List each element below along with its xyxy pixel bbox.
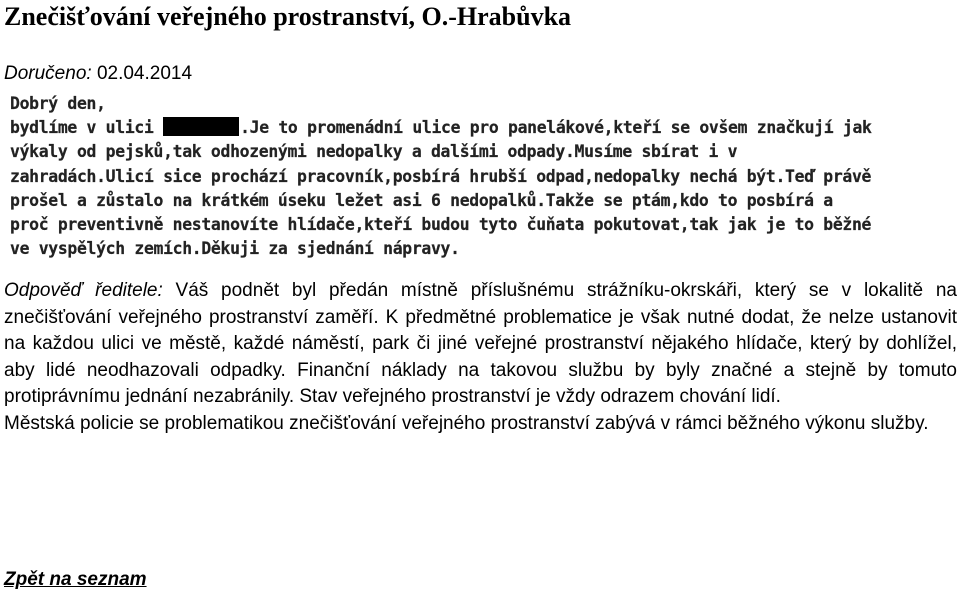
complaint-text: prošel a zůstalo na krátkém úseku ležet asi 6 nedopalků.Takže se ptám,kdo to posbírá a	[10, 190, 833, 210]
page-title: Znečišťování veřejného prostranství, O.-Hrabůvka	[4, 2, 572, 31]
complaint-line	[10, 189, 959, 213]
complaint-text: výkaly od pejsků,tak odhozenými nedopalky a dalšími odpady.Musíme sbírat i v	[10, 142, 738, 162]
answer-text: Váš podnět byl předán místně příslušnému strážníku-okrskáři, který se v lokalitě na znečišťování veřejného prostranství zaměří. K předmětné problematice je však nutné dodat, že nelze ustanovit na každou ulici ve městě, každé náměstí, park či jiné veřejné prostranství nějakého hlídače, který by dohlížel, aby lidé neodhazovali odpadky. Finanční náklady na takovou službu by byly značné a stejně by tomuto protiprávnímu jednání nezabránily. Stav veřejného prostranství je vždy odrazem chování lidí.	[4, 280, 957, 407]
answer-label: Odpověď ředitele:	[4, 280, 163, 301]
received-date-row	[4, 62, 192, 86]
complaint-line	[10, 92, 959, 116]
answer-paragraph	[4, 278, 957, 411]
complaint-line	[10, 213, 959, 237]
complaint-line	[10, 165, 959, 189]
complaint-scan	[10, 92, 959, 261]
complaint-text: .Je to promenádní ulice pro panelákové,kteří se ovšem značkují jak	[240, 118, 872, 138]
received-label: Doručeno:	[4, 63, 92, 84]
received-date: 02.04.2014	[96, 63, 193, 84]
complaint-text: proč preventivně nestanovíte hlídače,kteří budou tyto čuňata pokutovat,tak jak je to běžné	[10, 214, 872, 234]
complaint-line	[10, 116, 959, 140]
answer-paragraph: Městská policie se problematikou znečišťování veřejného prostranství zabývá v rámci běžného výkonu služby.	[4, 412, 929, 434]
back-to-list-link[interactable]: Zpět na seznam	[4, 569, 147, 590]
director-answer	[4, 278, 957, 437]
complaint-text: zahradách.Ulicí sice prochází pracovník,posbírá hrubší odpad,nedopalky nechá být.Teď právě	[10, 166, 872, 186]
complaint-text: bydlíme v ulici	[10, 118, 164, 138]
complaint-text: Dobrý den,	[10, 94, 106, 113]
complaint-line	[10, 140, 959, 164]
redaction-block	[163, 117, 239, 136]
complaint-line	[10, 237, 959, 261]
complaint-text: ve vyspělých zemích.Děkuji za sjednání nápravy.	[10, 239, 460, 259]
